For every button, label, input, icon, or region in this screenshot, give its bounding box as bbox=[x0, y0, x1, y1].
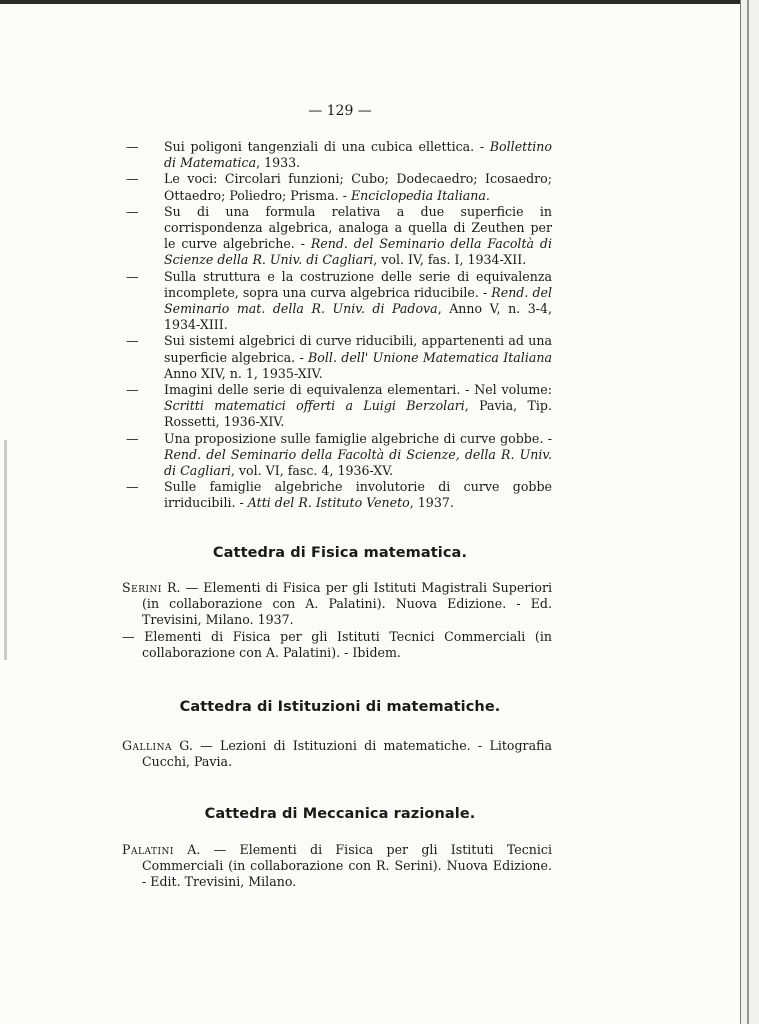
author-name: Serini bbox=[122, 580, 162, 595]
entry-text: Elementi di Fisica per gli Istituti Magistrali Superiori (in collaborazione con A. Palatini). Nuova Edizione. - Ed. Trevisini, Milano. 1937. bbox=[142, 580, 552, 628]
entry-text: Elementi di Fisica per gli Istituti Tecnici Commerciali (in collaborazione con R. Serini). Nuova Edizione. - Edit. Trevisini, Milano. bbox=[142, 842, 552, 890]
publication-entry bbox=[126, 269, 552, 334]
publication-entry bbox=[126, 171, 552, 203]
page-number: — 129 — bbox=[308, 103, 372, 119]
entry-dash: — bbox=[126, 139, 139, 154]
publication-entry bbox=[126, 333, 552, 382]
entry-details: , 1937. bbox=[409, 495, 454, 511]
scan-right-edge bbox=[740, 0, 759, 1024]
author-name: Palatini bbox=[122, 842, 174, 857]
bibliography-entry bbox=[122, 842, 552, 891]
author-name: Gallina bbox=[122, 738, 172, 753]
scan-right-edge-line bbox=[747, 0, 749, 1024]
entry-journal: Enciclopedia Italiana. bbox=[350, 187, 490, 203]
entry-journal: Scritti matematici offerti a Luigi Berzolari bbox=[164, 398, 465, 414]
section-fisica-matematica bbox=[122, 580, 552, 661]
entry-details: , Pavia, Tip. Rossetti, 1936-XIV. bbox=[164, 398, 552, 430]
entry-journal: Rend. del Seminario della Facoltà di Scienze, della R. Univ. di Cagliari bbox=[164, 446, 552, 479]
entry-dash: — bbox=[126, 382, 139, 398]
entry-journal: Boll. dell' Unione Matematica Italiana bbox=[308, 349, 552, 365]
entry-dash: — bbox=[126, 203, 139, 219]
entry-dash: — bbox=[126, 333, 139, 349]
heading-meccanica-razionale: Cattedra di Meccanica razionale. bbox=[204, 806, 476, 822]
entry-dash: — bbox=[126, 268, 139, 284]
entry-dash: — bbox=[126, 430, 139, 446]
entry-text: Imagini delle serie di equivalenza elementari. - Nel volume: bbox=[164, 382, 552, 398]
heading-fisica-matematica: Cattedra di Fisica matematica. bbox=[212, 545, 468, 561]
entry-text: Sui poligoni tangenziali di una cubica ellettica. - bbox=[164, 139, 490, 154]
entry-details: , vol. VI, fasc. 4, 1936-XV. bbox=[230, 463, 394, 479]
entry-text: Sulla struttura e la costruzione delle serie di equivalenza incomplete, sopra una curva algebrica riducibile. - bbox=[164, 268, 552, 300]
entry-journal: Bollettino di Matematica bbox=[164, 139, 552, 171]
heading-istituzioni: Cattedra di Istituzioni di matematiche. bbox=[179, 699, 501, 715]
bibliography-entry: — Elementi di Fisica per gli Istituti Tecnici Commerciali (in collaborazione con A. Palatini). - Ibidem. bbox=[122, 628, 552, 660]
entry-dash: — bbox=[126, 479, 139, 495]
publication-entry bbox=[126, 479, 552, 511]
entry-details: , vol. IV, fas. I, 1934-XII. bbox=[373, 252, 527, 268]
entry-text: Sui sistemi algebrici di curve riducibili, appartenenti ad una superficie algebrica. - bbox=[164, 333, 552, 365]
author-initial: G. — bbox=[171, 738, 213, 753]
entry-dash: — bbox=[126, 171, 139, 187]
author-initial: R. — bbox=[161, 580, 199, 595]
entry-text: Una proposizione sulle famiglie algebriche di curve gobbe. - bbox=[164, 430, 552, 446]
section-istituzioni bbox=[122, 738, 552, 770]
author-initial: A. — bbox=[173, 842, 227, 857]
publication-entry bbox=[126, 382, 552, 431]
publication-entry bbox=[126, 139, 552, 171]
entry-text: Sulle famiglie algebriche involutorie di curve gobbe irriducibili. - bbox=[164, 479, 552, 511]
publication-list bbox=[126, 139, 552, 512]
entry-details: , Anno V, n. 3-4, 1934-XIII. bbox=[164, 301, 552, 333]
publication-entry bbox=[126, 204, 552, 269]
entry-text: Le voci: Circolari funzioni; Cubo; Dodecaedro; Icosaedro; Ottaedro; Poliedro; Prisma. - bbox=[164, 171, 552, 203]
entry-journal: Atti del R. Istituto Veneto bbox=[247, 495, 410, 511]
entry-text: Lezioni di Istituzioni di matematiche. - Litografia Cucchi, Pavia. bbox=[142, 738, 552, 770]
entry-details: Anno XIV, n. 1, 1935-XIV. bbox=[164, 365, 323, 381]
entry-text: Su di una formula relativa a due superficie in corrispondenza algebrica, analoga a quella di Zeuthen per le curve algebriche. - bbox=[164, 203, 552, 252]
scan-top-border bbox=[0, 0, 759, 4]
bibliography-entry bbox=[122, 580, 552, 629]
entry-details: , 1933. bbox=[256, 155, 301, 171]
bibliography-entry bbox=[122, 738, 552, 770]
entry-journal: Rend. del Seminario della Facoltà di Scienze della R. Univ. di Cagliari bbox=[164, 236, 552, 268]
section-meccanica-razionale bbox=[122, 842, 552, 891]
entry-journal: Rend. del Seminario mat. della R. Univ. di Padova bbox=[164, 284, 552, 317]
publication-entry bbox=[126, 431, 552, 480]
